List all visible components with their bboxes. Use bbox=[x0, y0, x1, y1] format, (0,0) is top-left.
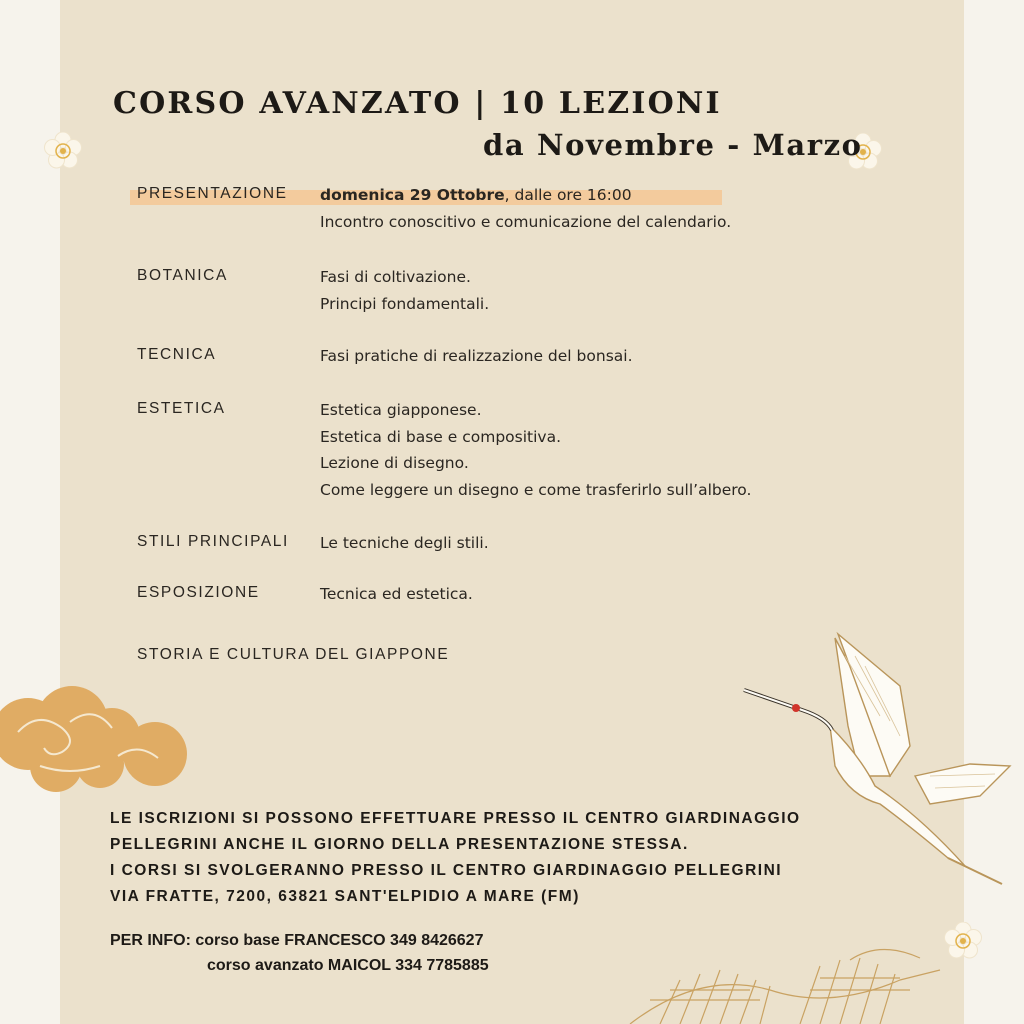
description-line: Principi fondamentali. bbox=[320, 294, 490, 313]
description-line: Estetica giapponese. bbox=[320, 401, 482, 419]
enrollment-info bbox=[110, 806, 801, 910]
description-line: Estetica di base e compositiva. bbox=[320, 427, 562, 446]
section-label: PRESENTAZIONE bbox=[137, 185, 288, 202]
enrollment-line: VIA FRATTE, 7200, 63821 SANT'ELPIDIO A MARE (FM) bbox=[110, 888, 580, 905]
enrollment-line: I CORSI SI SVOLGERANNO PRESSO IL CENTRO GIARDINAGGIO PELLEGRINI bbox=[110, 862, 783, 879]
section-label: ESPOSIZIONE bbox=[137, 584, 260, 601]
event-date: domenica 29 Ottobre bbox=[320, 186, 505, 204]
description-line: Fasi di coltivazione. bbox=[320, 268, 471, 286]
contact-line-advanced: corso avanzato MAICOL 334 7785885 bbox=[207, 957, 489, 974]
enrollment-line: LE ISCRIZIONI SI POSSONO EFFETTUARE PRESSO IL CENTRO GIARDINAGGIO bbox=[110, 810, 801, 827]
description-line: Come leggere un disegno e come trasferirlo sull’albero. bbox=[320, 480, 752, 499]
event-time: , dalle ore 16:00 bbox=[504, 186, 632, 204]
page-title: CORSO AVANZATO | 10 LEZIONI bbox=[113, 86, 722, 121]
section-description bbox=[320, 343, 633, 370]
page-subtitle: da Novembre - Marzo bbox=[483, 128, 863, 162]
section-label: ESTETICA bbox=[137, 400, 226, 417]
contact-line-base: PER INFO: corso base FRANCESCO 349 8426627 bbox=[110, 932, 484, 949]
description-line: Le tecniche degli stili. bbox=[320, 534, 489, 552]
section-label: TECNICA bbox=[137, 346, 217, 363]
cloud-icon bbox=[0, 682, 192, 794]
description-line: Fasi pratiche di realizzazione del bonsai. bbox=[320, 347, 633, 365]
enrollment-line: PELLEGRINI ANCHE IL GIORNO DELLA PRESENTAZIONE STESSA. bbox=[110, 836, 689, 853]
contact-info bbox=[110, 928, 489, 978]
flower-icon bbox=[44, 132, 82, 170]
description-line: Lezione di disegno. bbox=[320, 454, 469, 472]
section-label: BOTANICA bbox=[137, 267, 228, 284]
section-label: STILI PRINCIPALI bbox=[137, 533, 289, 550]
section-description bbox=[320, 397, 751, 503]
section-storia-cultura: STORIA E CULTURA DEL GIAPPONE bbox=[137, 646, 450, 663]
section-description bbox=[320, 182, 731, 235]
pine-branch-icon bbox=[620, 930, 950, 1024]
description-line: Tecnica ed estetica. bbox=[320, 585, 473, 603]
section-description bbox=[320, 581, 473, 608]
section-description bbox=[320, 530, 489, 557]
section-description bbox=[320, 264, 489, 317]
description-line: Incontro conoscitivo e comunicazione del calendario. bbox=[320, 212, 732, 231]
